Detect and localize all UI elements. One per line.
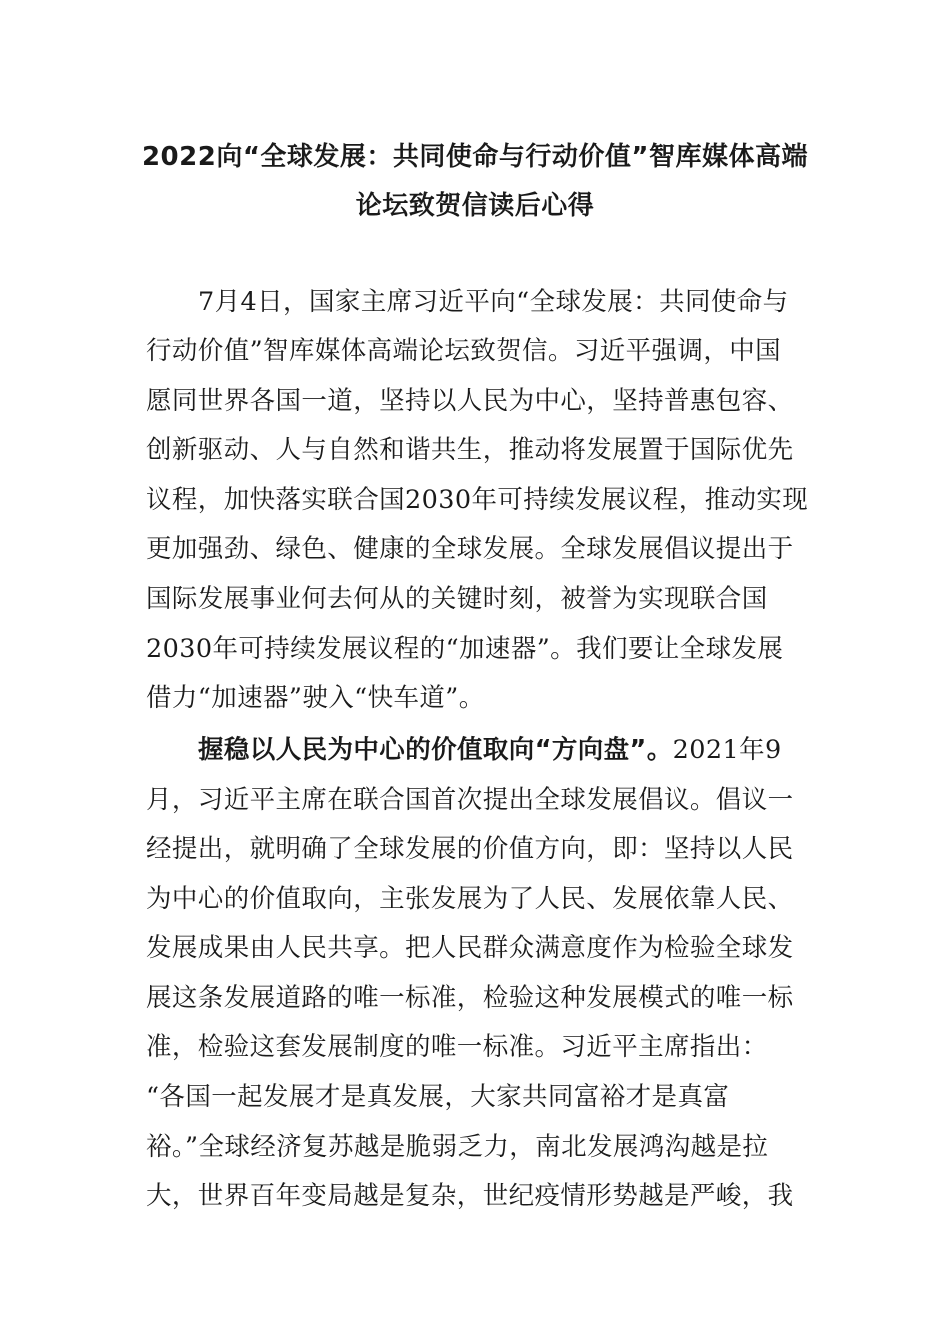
- paragraph-line: 发展成果由人民共享。把人民群众满意度作为检验全球发: [146, 933, 794, 963]
- paragraph-line: 为中心的价值取向，主张发展为了人民、发展依靠人民、: [146, 884, 794, 914]
- paragraph-line: 展这条发展道路的唯一标准，检验这种发展模式的唯一标: [146, 983, 794, 1013]
- paragraph-line: 月，习近平主席在联合国首次提出全球发展倡议。倡议一: [146, 785, 794, 815]
- paragraph-line: 裕。”全球经济复苏越是脆弱乏力，南北发展鸿沟越是拉: [146, 1132, 769, 1162]
- document-title-line-2: 论坛致贺信读后心得: [355, 191, 595, 221]
- paragraph-line-rest: 2021年9: [672, 735, 782, 765]
- document-title-line-1: 2022向“全球发展：共同使命与行动价值”智库媒体高端: [141, 142, 809, 172]
- paragraph-line: 更加强劲、绿色、健康的全球发展。全球发展倡议提出于: [146, 534, 794, 564]
- paragraph-line: 大，世界百年变局越是复杂，世纪疫情形势越是严峻，我: [146, 1181, 794, 1211]
- paragraph-line: 准，检验这套发展制度的唯一标准。习近平主席指出：: [146, 1032, 768, 1062]
- paragraph-line: 7月4日，国家主席习近平向“全球发展：共同使命与: [198, 287, 789, 317]
- paragraph-line: 议程，加快落实联合国2030年可持续发展议程，推动实现: [146, 485, 809, 515]
- paragraph-line: 借力“加速器”驶入“快车道”。: [146, 683, 485, 713]
- paragraph-lead-heading: 握稳以人民为中心的价值取向“方向盘”。: [198, 735, 673, 765]
- paragraph-line: 经提出，就明确了全球发展的价值方向，即：坚持以人民: [146, 834, 794, 864]
- paragraph-line: 创新驱动、人与自然和谐共生，推动将发展置于国际优先: [146, 435, 794, 465]
- paragraph-line: 国际发展事业何去何从的关键时刻，被誉为实现联合国: [146, 584, 768, 614]
- paragraph-line: 行动价值”智库媒体高端论坛致贺信。习近平强调，中国: [146, 336, 782, 366]
- paragraph-line: 2030年可持续发展议程的“加速器”。我们要让全球发展: [146, 634, 784, 664]
- paragraph-line: [198, 730, 858, 770]
- paragraph-line: “各国一起发展才是真发展，大家共同富裕才是真富: [146, 1082, 730, 1112]
- paragraph-line: 愿同世界各国一道，坚持以人民为中心，坚持普惠包容、: [146, 386, 794, 416]
